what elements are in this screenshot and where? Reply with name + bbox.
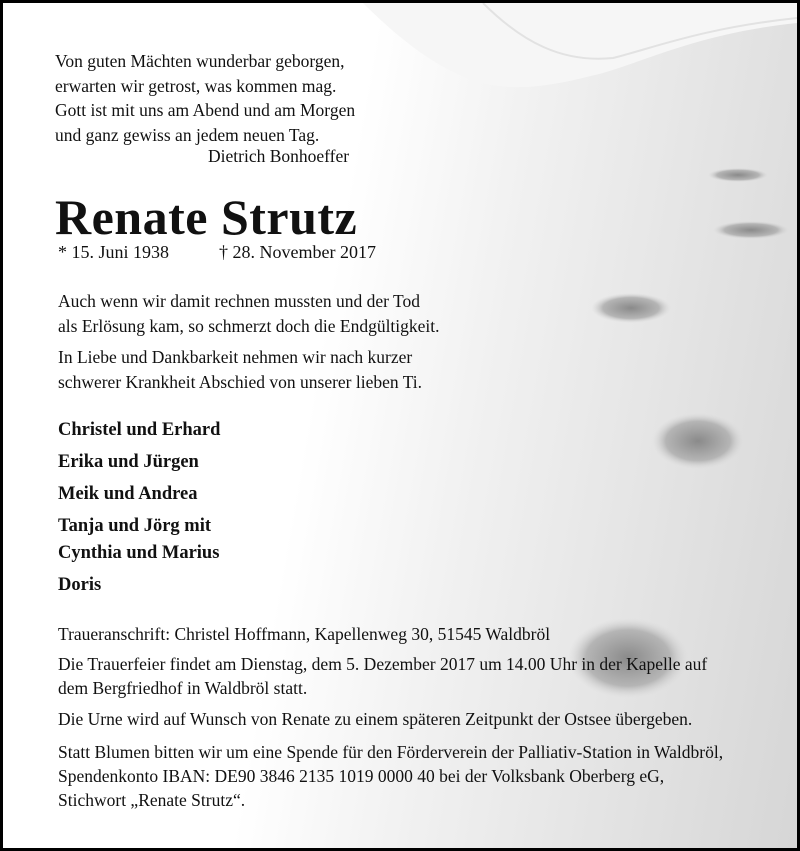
message-line: schwerer Krankheit Abschied von unserer lieben Ti. <box>58 371 423 392</box>
mourner-name: Doris <box>58 575 102 595</box>
mourner-name: Meik und Andrea <box>58 484 198 504</box>
quote-line: Von guten Mächten wunderbar geborgen, <box>55 51 345 71</box>
mourner-name: Tanja und Jörg mit <box>58 516 212 536</box>
quote-line: erwarten wir getrost, was kommen mag. <box>55 75 337 96</box>
message-paragraph <box>58 289 440 338</box>
urn-info: Die Urne wird auf Wunsch von Renate zu einem späteren Zeitpunkt der Ostsee übergeben. <box>58 709 693 729</box>
message-line: In Liebe und Dankbarkeit nehmen wir nach kurzer <box>58 347 413 367</box>
quote-line: und ganz gewiss an jedem neuen Tag. <box>55 124 320 145</box>
mourner-name: Christel und Erhard <box>58 420 221 440</box>
message-line: Auch wenn wir damit rechnen mussten und der Tod <box>58 291 420 311</box>
message-paragraph <box>58 345 422 394</box>
mourner-name: Erika und Jürgen <box>58 452 199 472</box>
bonhoeffer-quote <box>55 49 355 147</box>
quote-author: Dietrich Bonhoeffer <box>208 146 350 166</box>
deceased-name: Renate Strutz <box>55 189 358 245</box>
donation-line: Statt Blumen bitten wir um eine Spende für den Förderverein der Palliativ-Station in Waldbröl, <box>58 742 724 762</box>
mourners-list <box>58 417 220 599</box>
donation-info <box>58 740 723 812</box>
donation-line: Spendenkonto IBAN: DE90 3846 2135 1019 0000 40 bei der Volksbank Oberberg eG, <box>58 766 665 786</box>
death-date: † 28. November 2017 <box>219 242 376 262</box>
service-line: dem Bergfriedhof in Waldbröl statt. <box>58 678 308 698</box>
quote-line: Gott ist mit uns am Abend und am Morgen <box>55 100 356 120</box>
mourning-address: Traueranschrift: Christel Hoffmann, Kapellenweg 30, 51545 Waldbröl <box>58 624 551 644</box>
message-line: als Erlösung kam, so schmerzt doch die Endgültigkeit. <box>58 315 440 336</box>
birth-date: * 15. Juni 1938 <box>58 242 170 262</box>
mourner-name: Cynthia und Marius <box>58 543 220 563</box>
service-line: Die Trauerfeier findet am Dienstag, dem 5. Dezember 2017 um 14.00 Uhr in der Kapelle auf <box>58 654 708 674</box>
donation-line: Stichwort „Renate Strutz“. <box>58 790 246 810</box>
funeral-service-info <box>58 652 707 700</box>
